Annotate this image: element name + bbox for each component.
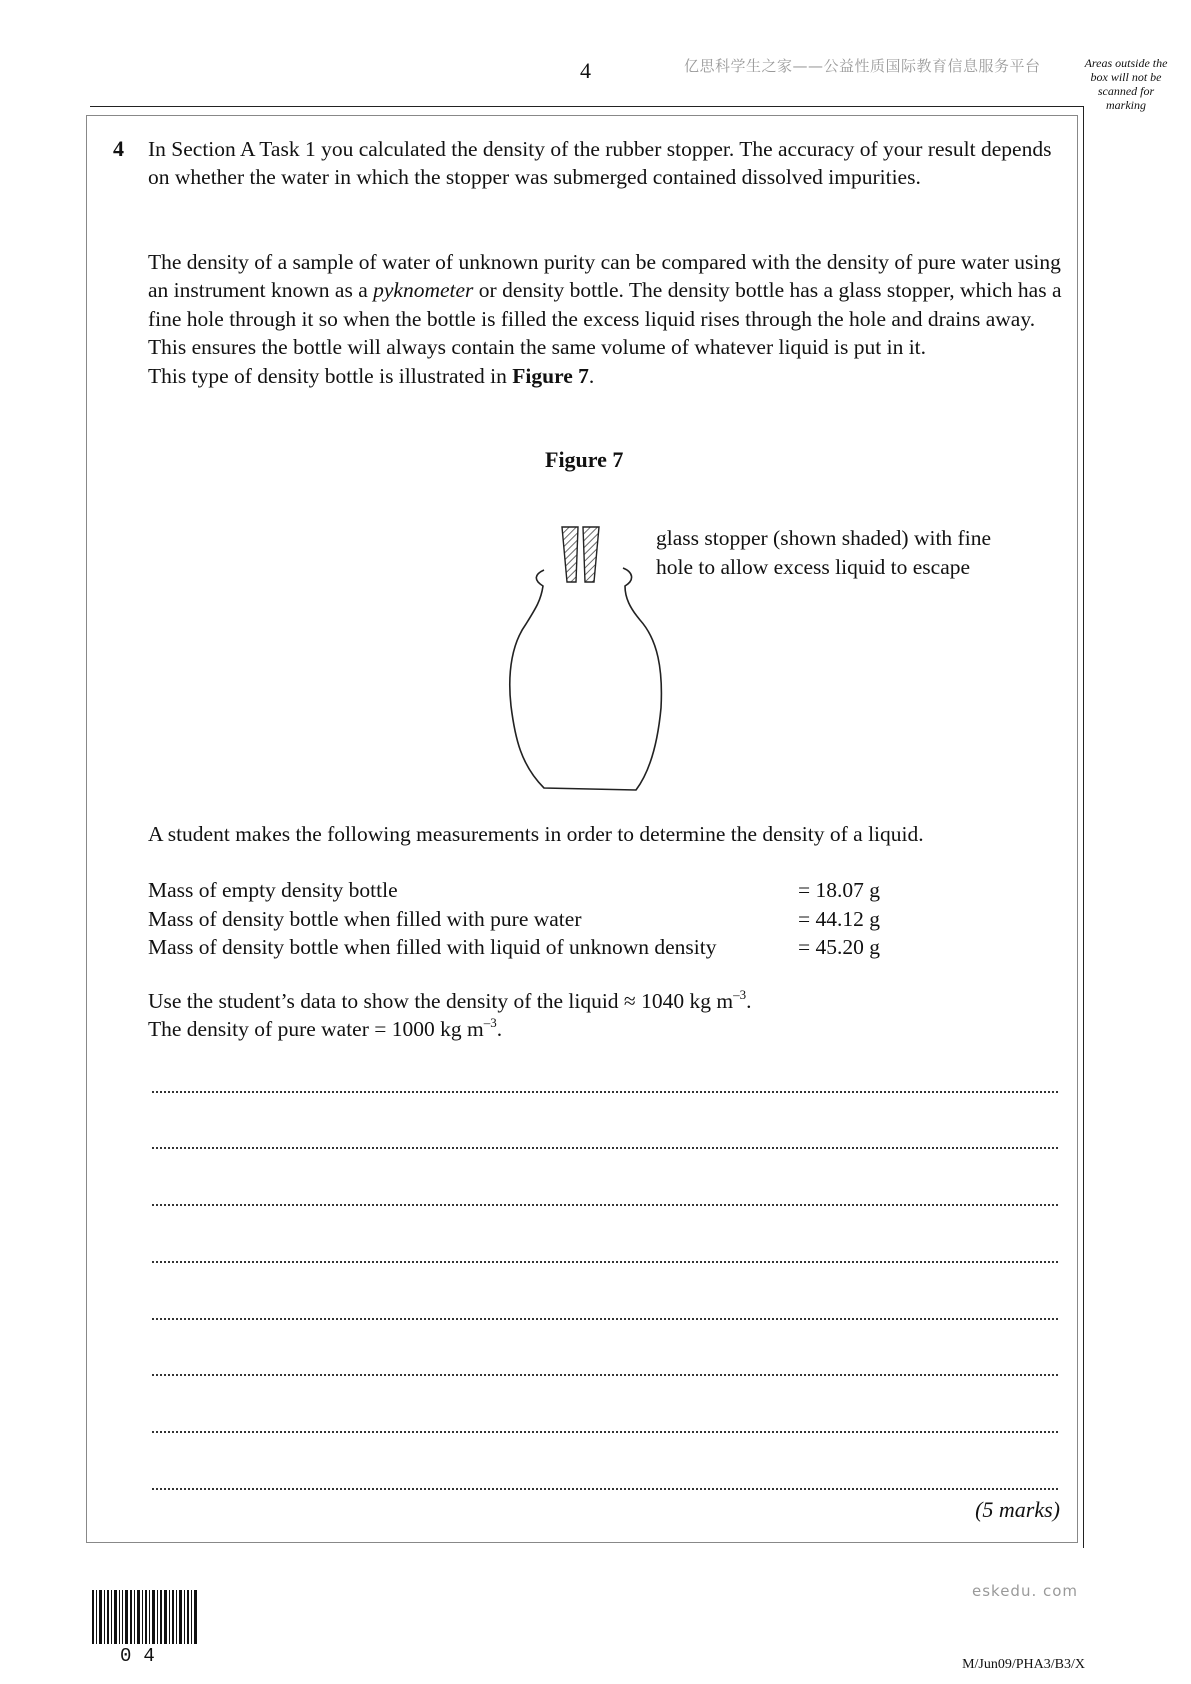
density-bottle-diagram	[505, 520, 665, 795]
watermark-top: 亿思科学生之家——公益性质国际教育信息服务平台	[684, 57, 1041, 75]
question-description	[148, 248, 1068, 390]
answer-line[interactable]	[152, 1318, 1058, 1320]
paper-reference: M/Jun09/PHA3/B3/X	[962, 1657, 1085, 1672]
measurement-row	[148, 876, 880, 905]
watermark-bottom: eskedu. com	[972, 1582, 1079, 1600]
question-number: 4	[113, 136, 124, 161]
figure-reference-end: .	[588, 363, 595, 388]
answer-line[interactable]	[152, 1147, 1058, 1149]
barcode-icon	[92, 1590, 202, 1644]
bottle-outline	[510, 568, 662, 790]
task-instructions	[148, 987, 1068, 1044]
measurement-value: = 44.12 g	[798, 906, 881, 931]
measurement-value: = 45.20 g	[798, 935, 881, 959]
measurements-table	[148, 876, 880, 962]
answer-line[interactable]	[152, 1091, 1058, 1093]
margin-rule	[1083, 106, 1084, 1548]
answer-line[interactable]	[152, 1204, 1058, 1206]
unit-exponent: –3	[483, 1015, 497, 1031]
measurements-intro: A student makes the following measurements in order to determine the density of a liquid.	[148, 822, 924, 846]
header-rule	[90, 106, 1084, 107]
task-line-2: The density of pure water = 1000 kg m	[148, 1017, 484, 1042]
page-number: 4	[580, 58, 591, 83]
measurement-row	[148, 933, 880, 962]
stopper-right-half	[583, 527, 599, 582]
task-line-1: Use the student’s data to show the density of the liquid ≈ 1040 kg m	[148, 989, 734, 1013]
answer-line[interactable]	[152, 1261, 1058, 1263]
figure-reference: Figure 7	[512, 363, 589, 388]
description-text-cont: or density bottle. The density bottle has a glass stopper, which has a fine hole through it so when the bottle is filled the excess liquid rises through the hole and drains away. This ensures the bottle will always contain the same volume of whatever liquid is put in it.	[148, 278, 1062, 360]
marks-label: (5 marks)	[975, 1497, 1060, 1522]
barcode-number: 04	[120, 1645, 167, 1667]
margin-note: Areas outside the box will not be scanned for marking	[1084, 56, 1168, 112]
question-intro: In Section A Task 1 you calculated the density of the rubber stopper. The accuracy of your result depends on whether the water in which the stopper was submerged contained dissolved impurities.	[148, 137, 1052, 190]
description-text: The density of a sample of water of unknown purity can be compared with the density of pure water using an instrument known as a	[148, 250, 1061, 303]
stopper-left-half	[562, 527, 578, 582]
task-line-1-end: .	[746, 989, 752, 1013]
answer-line[interactable]	[152, 1488, 1058, 1490]
answer-line[interactable]	[152, 1431, 1058, 1433]
unit-exponent: –3	[733, 987, 747, 1002]
pyknometer-term: pyknometer	[373, 278, 474, 303]
figure-label: glass stopper (shown shaded) with fine hole to allow excess liquid to escape	[656, 526, 991, 579]
measurement-value: = 18.07 g	[798, 878, 881, 902]
measurement-label: Mass of density bottle when filled with liquid of unknown density	[148, 935, 717, 959]
measurement-label: Mass of empty density bottle	[148, 878, 398, 902]
measurement-label: Mass of density bottle when filled with pure water	[148, 906, 582, 931]
figure-reference-text: This type of density bottle is illustrated in	[148, 363, 513, 388]
answer-line[interactable]	[152, 1374, 1058, 1376]
figure-title: Figure 7	[545, 447, 624, 472]
measurement-row	[148, 905, 880, 934]
task-line-2-end: .	[496, 1017, 503, 1042]
